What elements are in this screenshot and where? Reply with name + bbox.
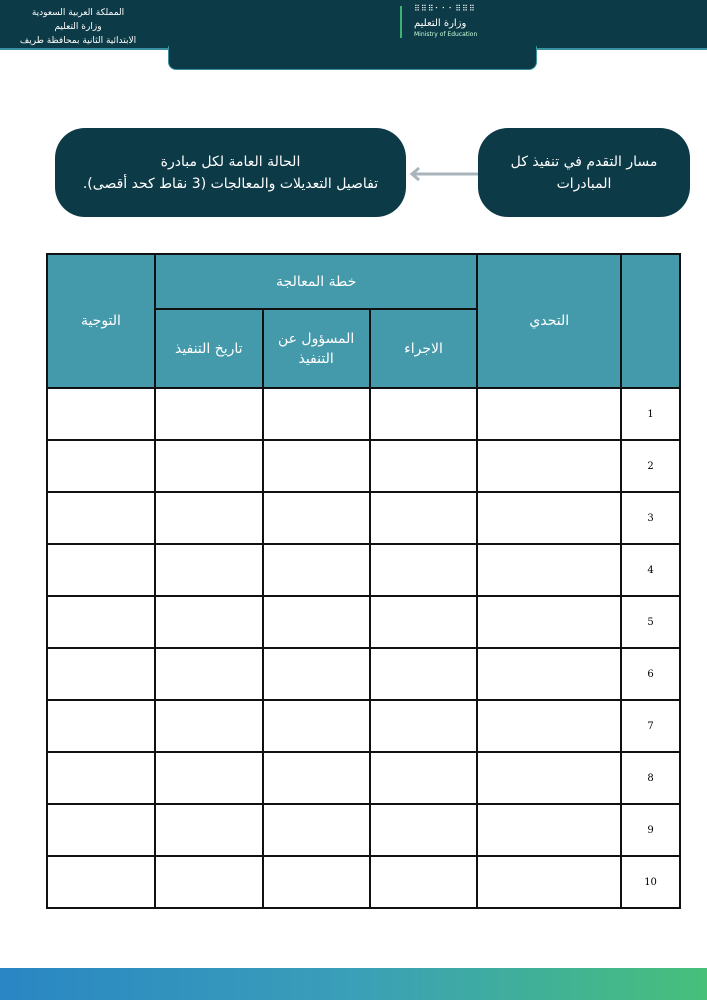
cell-date[interactable]	[155, 544, 263, 596]
row-number: 1	[621, 388, 680, 440]
row-number: 8	[621, 752, 680, 804]
cell-responsible[interactable]	[263, 700, 370, 752]
cell-responsible[interactable]	[263, 544, 370, 596]
cell-challenge[interactable]	[477, 440, 621, 492]
remediation-table	[46, 253, 681, 909]
cell-action[interactable]	[370, 440, 478, 492]
cell-challenge[interactable]	[477, 388, 621, 440]
cell-challenge[interactable]	[477, 700, 621, 752]
cell-date[interactable]	[155, 700, 263, 752]
ministry-logo: ⠿⠿⠿⠂⠂⠂⠿⠿⠿ وزارة التعليم Ministry of Education	[400, 4, 520, 40]
cell-action[interactable]	[370, 856, 478, 908]
cell-guidance[interactable]	[47, 544, 155, 596]
school-line: المملكة العربية السعودية	[31, 8, 125, 18]
cell-action[interactable]	[370, 388, 478, 440]
table-row	[47, 596, 680, 648]
cell-guidance[interactable]	[47, 388, 155, 440]
cell-responsible[interactable]	[263, 492, 370, 544]
cell-guidance[interactable]	[47, 700, 155, 752]
row-number: 7	[621, 700, 680, 752]
row-number: 10	[621, 856, 680, 908]
table-row	[47, 648, 680, 700]
cell-challenge[interactable]	[477, 856, 621, 908]
table-row	[47, 804, 680, 856]
flow-step-status: الحالة العامة لكل مبادرة تفاصيل التعديلات والمعالجات (3 نقاط كحد أقصى).	[55, 128, 406, 217]
row-number: 4	[621, 544, 680, 596]
cell-responsible[interactable]	[263, 752, 370, 804]
table-row	[47, 544, 680, 596]
cell-responsible[interactable]	[263, 440, 370, 492]
cell-action[interactable]	[370, 648, 478, 700]
table-row	[47, 700, 680, 752]
cell-date[interactable]	[155, 388, 263, 440]
cell-guidance[interactable]	[47, 492, 155, 544]
cell-challenge[interactable]	[477, 596, 621, 648]
cell-date[interactable]	[155, 492, 263, 544]
cell-challenge[interactable]	[477, 492, 621, 544]
table-row	[47, 492, 680, 544]
table-row	[47, 440, 680, 492]
cell-guidance[interactable]	[47, 596, 155, 648]
footer-band	[0, 968, 707, 1000]
cell-challenge[interactable]	[477, 544, 621, 596]
row-number: 9	[621, 804, 680, 856]
cell-date[interactable]	[155, 596, 263, 648]
cell-challenge[interactable]	[477, 648, 621, 700]
cell-date[interactable]	[155, 752, 263, 804]
cell-guidance[interactable]	[47, 440, 155, 492]
cell-action[interactable]	[370, 700, 478, 752]
table-row	[47, 388, 680, 440]
cell-challenge[interactable]	[477, 804, 621, 856]
cell-action[interactable]	[370, 596, 478, 648]
row-number: 2	[621, 440, 680, 492]
flow-step-progress: مسار التقدم في تنفيذ كل المبادرات	[478, 128, 690, 217]
row-number: 3	[621, 492, 680, 544]
cell-responsible[interactable]	[263, 804, 370, 856]
logo-arabic: وزارة التعليم	[414, 18, 467, 29]
cell-challenge[interactable]	[477, 752, 621, 804]
school-line: الابتدائية الثانية بمحافظة طريف	[19, 36, 137, 46]
table-row	[47, 856, 680, 908]
cell-responsible[interactable]	[263, 388, 370, 440]
header-guidance: التوجية	[47, 254, 155, 388]
school-line: وزارة التعليم	[54, 22, 102, 32]
school-info	[8, 6, 148, 48]
logo-english: Ministry of Education	[414, 31, 478, 38]
header-date: تاريخ التنفيذ	[155, 309, 263, 388]
header-number	[621, 254, 680, 388]
table-row	[47, 752, 680, 804]
cell-guidance[interactable]	[47, 752, 155, 804]
cell-date[interactable]	[155, 856, 263, 908]
cell-action[interactable]	[370, 544, 478, 596]
header-responsible: المسؤول عن التنفيذ	[263, 309, 370, 388]
header-challenge: التحدي	[477, 254, 621, 388]
cell-responsible[interactable]	[263, 856, 370, 908]
cell-date[interactable]	[155, 440, 263, 492]
cell-date[interactable]	[155, 648, 263, 700]
cell-action[interactable]	[370, 492, 478, 544]
row-number: 6	[621, 648, 680, 700]
header-tab	[168, 46, 537, 70]
cell-action[interactable]	[370, 804, 478, 856]
cell-responsible[interactable]	[263, 596, 370, 648]
header-action: الاجراء	[370, 309, 478, 388]
cell-action[interactable]	[370, 752, 478, 804]
cell-guidance[interactable]	[47, 648, 155, 700]
cell-guidance[interactable]	[47, 856, 155, 908]
header-plan: خطة المعالجة	[155, 254, 478, 309]
row-number: 5	[621, 596, 680, 648]
cell-guidance[interactable]	[47, 804, 155, 856]
arrow-left-icon	[408, 167, 478, 181]
cell-responsible[interactable]	[263, 648, 370, 700]
cell-date[interactable]	[155, 804, 263, 856]
